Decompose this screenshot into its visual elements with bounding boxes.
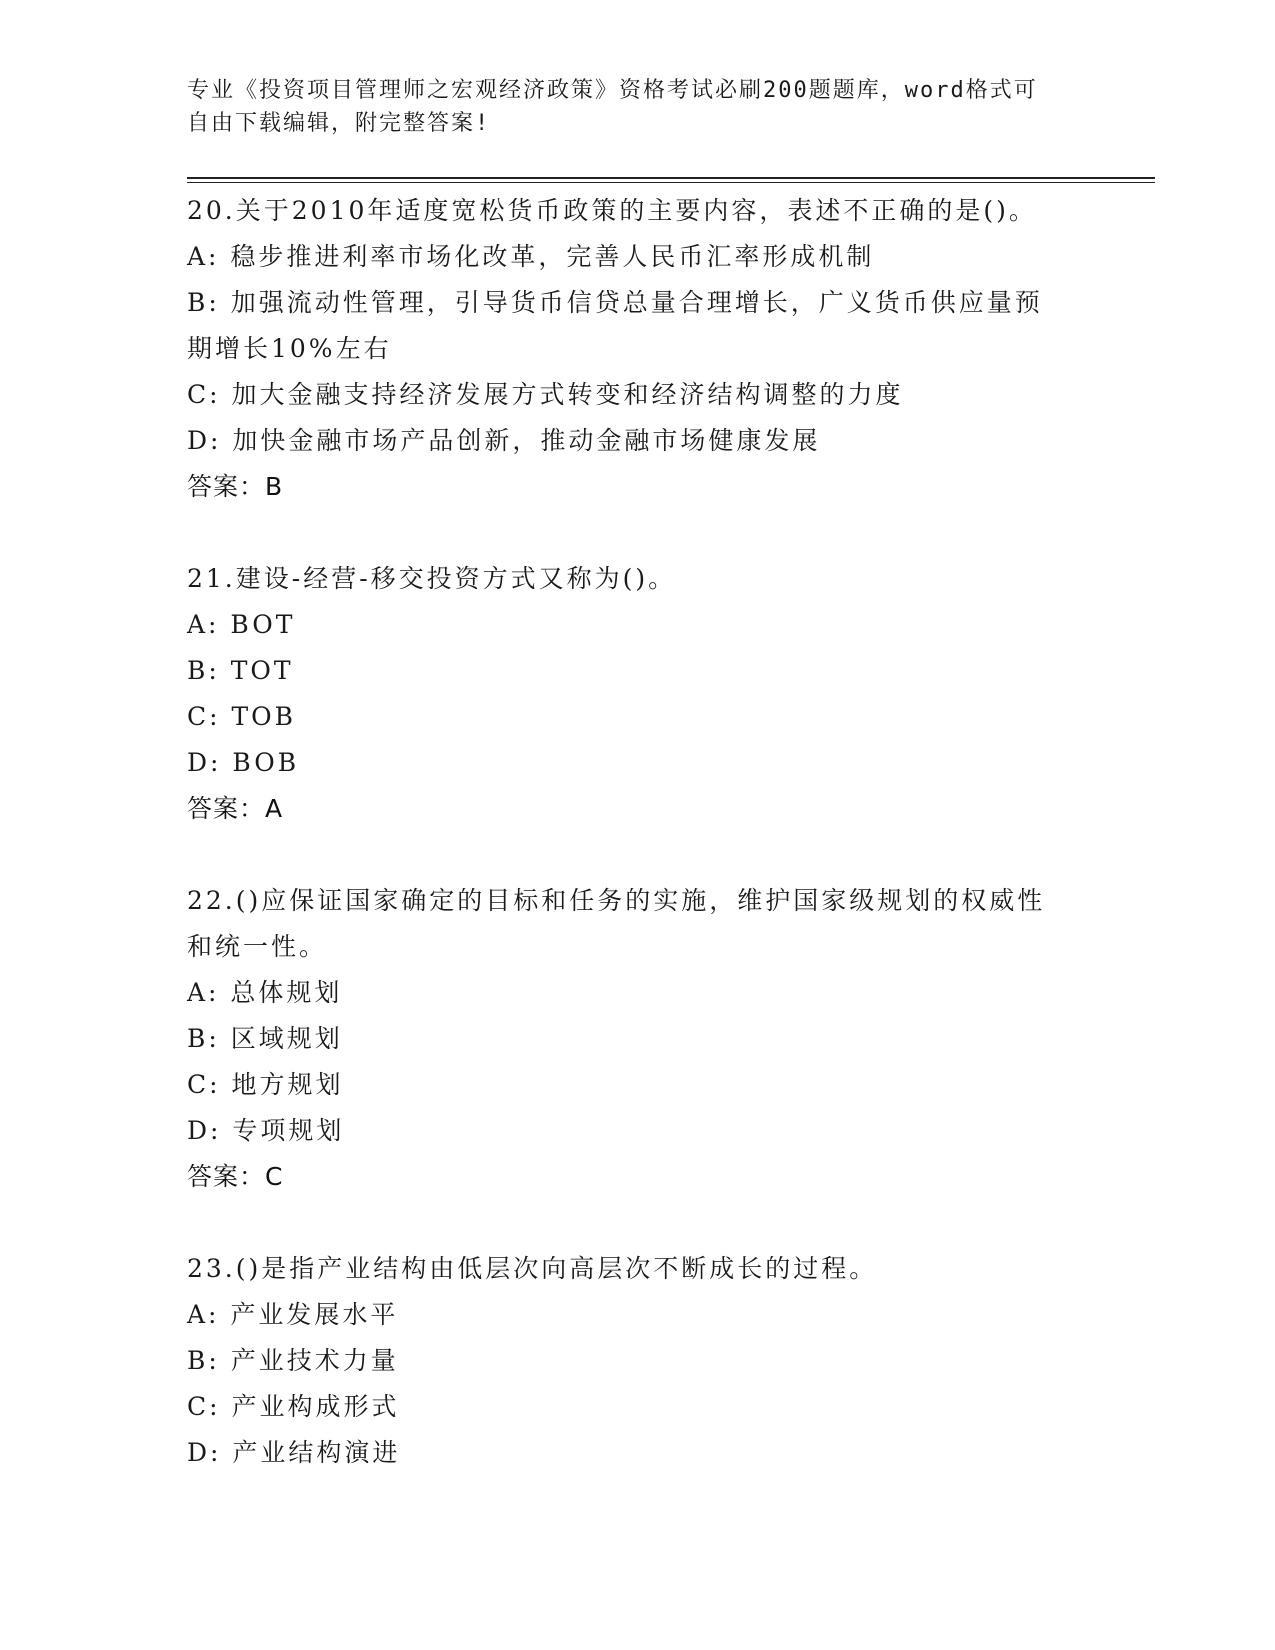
answer-label: 答案：B bbox=[187, 472, 284, 501]
option-a: A: 总体规划 bbox=[187, 978, 343, 1007]
question-22 bbox=[187, 878, 1087, 1200]
option-c: C: 地方规划 bbox=[187, 1070, 344, 1099]
option-d: D: BOB bbox=[187, 748, 300, 777]
answer-label: 答案：A bbox=[187, 794, 284, 823]
option-b: B: 加强流动性管理，引导货币信贷总量合理增长，广义货币供应量预 bbox=[187, 288, 1043, 317]
option-c: C: 加大金融支持经济发展方式转变和经济结构调整的力度 bbox=[187, 380, 904, 409]
question-21 bbox=[187, 556, 1087, 832]
option-d: D: 专项规划 bbox=[187, 1116, 345, 1145]
question-stem-continued: 和统一性。 bbox=[187, 932, 328, 961]
option-a: A: 产业发展水平 bbox=[187, 1300, 399, 1329]
question-list bbox=[187, 188, 1087, 1476]
header-title-line-1: 专业《投资项目管理师之宏观经济政策》资格考试必刷200题题库，word格式可 bbox=[187, 78, 1038, 103]
option-c: C: TOB bbox=[187, 702, 297, 731]
question-stem: 23.()是指产业结构由低层次向高层次不断成长的过程。 bbox=[187, 1254, 878, 1283]
question-stem: 22.()应保证国家确定的目标和任务的实施，维护国家级规划的权威性 bbox=[187, 886, 1046, 915]
header-title-line-2: 自由下载编辑，附完整答案! bbox=[187, 111, 491, 136]
document-header bbox=[187, 74, 1087, 140]
answer-label: 答案：C bbox=[187, 1162, 284, 1191]
header-divider-thick bbox=[187, 177, 1155, 179]
option-d: D: 加快金融市场产品创新，推动金融市场健康发展 bbox=[187, 426, 821, 455]
option-d: D: 产业结构演进 bbox=[187, 1438, 401, 1467]
option-b: B: TOT bbox=[187, 656, 294, 685]
option-c: C: 产业构成形式 bbox=[187, 1392, 400, 1421]
option-a: A: 稳步推进利率市场化改革，完善人民币汇率形成机制 bbox=[187, 242, 875, 271]
question-stem: 20.关于2010年适度宽松货币政策的主要内容，表述不正确的是()。 bbox=[187, 196, 1037, 225]
option-b: B: 区域规划 bbox=[187, 1024, 343, 1053]
question-stem: 21.建设-经营-移交投资方式又称为()。 bbox=[187, 564, 677, 593]
question-20 bbox=[187, 188, 1087, 510]
option-b-continued: 期增长10%左右 bbox=[187, 334, 392, 363]
option-b: B: 产业技术力量 bbox=[187, 1346, 399, 1375]
header-divider-thin bbox=[187, 182, 1155, 183]
option-a: A: BOT bbox=[187, 610, 296, 639]
question-23 bbox=[187, 1246, 1087, 1476]
